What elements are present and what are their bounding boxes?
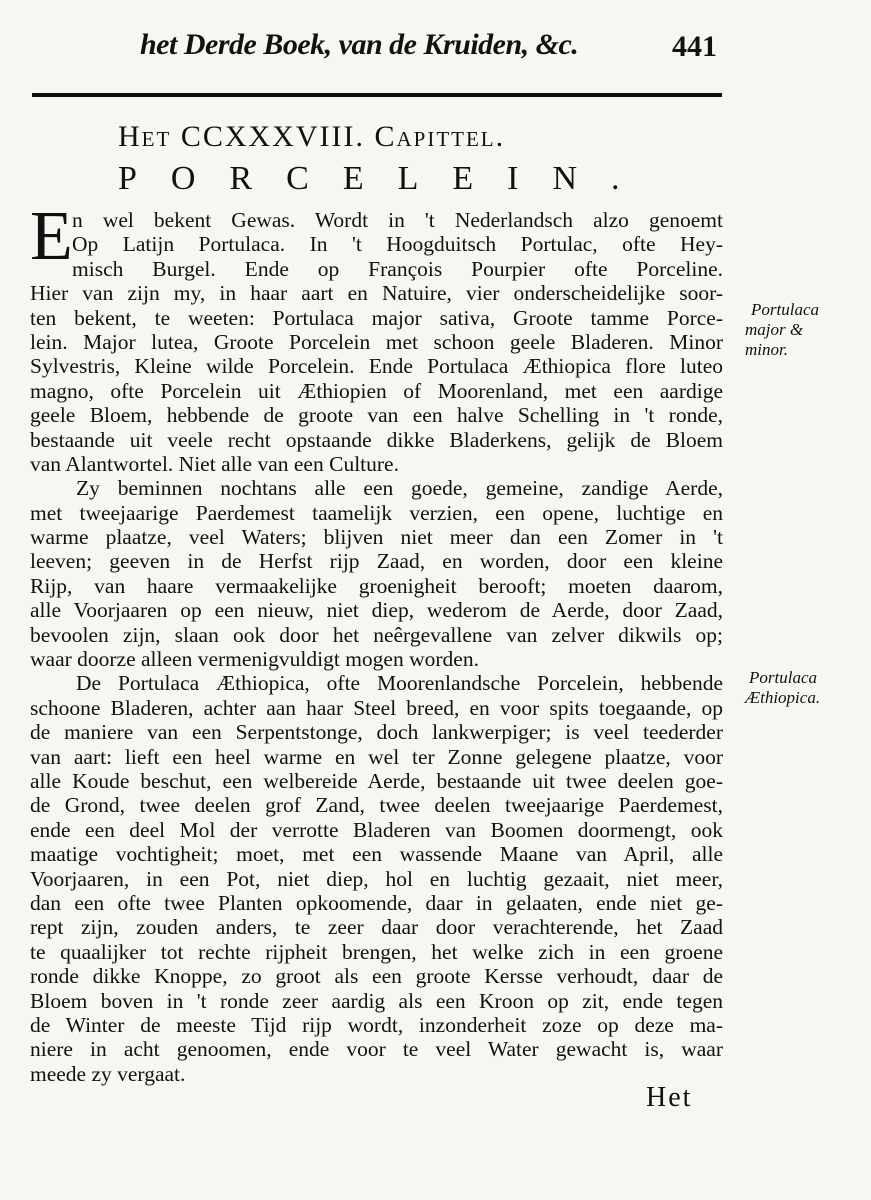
text-line: ronde dikke Knoppe, zo groot als een groote Kersse verhoudt, daar de [30, 964, 723, 989]
text-line: de maniere van een Serpentstonge, doch lankwerpiger; is veel teederder [30, 720, 723, 745]
text-line: ten bekent, te weeten: Portulaca major sativa, Groote tamme Porce- [30, 305, 723, 330]
chapter-title: PORCELEIN. [118, 160, 654, 197]
text-line: Bloem boven in 't ronde zeer aardig als een Kroon op zit, ende tegen [30, 988, 723, 1013]
text-line: leeven; geeven in de Herfst rijp Zaad, en worden, door een kleine [30, 549, 723, 574]
margin-note-line: Portulaca [749, 668, 817, 687]
margin-note-portulaca-major [745, 300, 819, 360]
text-line: rept zijn, zouden anders, te zeer daar door verachterende, het Zaad [30, 915, 723, 940]
text-line: alle Koude beschut, een welbereide Aerde, bestaande uit twee deelen goe- [30, 768, 723, 793]
text-line: maatige vochtigheit; moet, met een wassende Maane van April, alle [30, 842, 723, 867]
text-line: schoone Bladeren, achter aan haar Steel breed, en voor spits toegaande, op [30, 695, 723, 720]
margin-note-portulaca-aethiopica [745, 668, 820, 708]
text-line: meede zy vergaat. [30, 1061, 186, 1086]
body-text [30, 208, 723, 1086]
text-line: Rijp, van haare vermaakelijke groenigheit berooft; moeten daarom, [30, 573, 723, 598]
drop-cap: E [30, 198, 73, 275]
header-rule [32, 93, 722, 97]
text-line: niere in acht genoomen, ende voor te veel Water gewacht is, waar [30, 1037, 723, 1062]
text-line: ende een deel Mol der verrotte Bladeren van Boomen doormengt, ook [30, 817, 723, 842]
text-line: waar doorze alleen vermenigvuldigt mogen worden. [30, 647, 479, 672]
running-title: het Derde Boek, van de Kruiden, &c. [140, 28, 579, 61]
text-line: Zy beminnen nochtans alle een goede, gemeine, zandige Aerde, [76, 476, 723, 501]
text-line: lein. Major lutea, Groote Porcelein met schoon geele Bladeren. Minor [30, 329, 723, 354]
text-line: De Portulaca Æthiopica, ofte Moorenlandsche Porcelein, hebbende [76, 671, 723, 696]
text-line: Sylvestris, Kleine wilde Porcelein. Ende Portulaca Æthiopica flore luteo [30, 354, 723, 379]
margin-note-line: minor. [745, 340, 788, 359]
text-line: alle Voorjaaren op een nieuw, niet diep, wederom de Aerde, door Zaad, [30, 598, 723, 623]
margin-note-line: major & [745, 320, 804, 339]
text-line: Voorjaaren, in een Pot, niet diep, hol en luchtig gezaait, niet meer, [30, 866, 723, 891]
text-line: geele Bloem, hebbende de groote van een halve Schelling in 't ronde, [30, 403, 723, 428]
margin-note-line: Æthiopica. [745, 688, 821, 707]
catchword: Het [646, 1082, 693, 1113]
text-line: Op Latijn Portulaca. In 't Hoogduitsch Portulac, ofte Hey- [72, 232, 723, 257]
text-line: warme plaatze, veel Waters; blijven niet meer dan een Zomer in 't [30, 525, 723, 550]
page-number: 441 [672, 30, 717, 63]
text-line: misch Burgel. Ende op François Pourpier ofte Porceline. [72, 256, 723, 281]
text-line: van Alantwortel. Niet alle van een Culture. [30, 451, 399, 476]
text-line: n wel bekent Gewas. Wordt in 't Nederlandsch alzo genoemt [72, 208, 723, 232]
text-line: te quaalijker tot rechte rijpheit brengen, het welke zich in een groene [30, 939, 723, 964]
margin-note-line: Portulaca [751, 300, 819, 319]
text-line: met tweejaarige Paerdemest taamelijk verzien, een opene, luchtige en [30, 500, 723, 525]
text-line: de Winter de meeste Tijd rijp wordt, inzonderheit zoze op deze ma- [30, 1012, 723, 1037]
text-line: de Grond, twee deelen grof Zand, twee deelen tweejaarige Paerdemest, [30, 793, 723, 818]
text-line: magno, ofte Porcelein uit Æthiopien of Moorenland, met een aardige [30, 378, 723, 403]
text-line: dan een ofte twee Planten opkoomende, daar in gelaaten, ende niet ge- [30, 890, 723, 915]
text-line: Hier van zijn my, in haar aart en Natuire, vier onderscheidelijke soor- [30, 281, 723, 306]
text-line: bestaande uit veele recht opstaande dikke Bladerkens, gelijk de Bloem [30, 427, 723, 452]
chapter-heading: Het CCXXXVIII. Capittel. [118, 120, 506, 153]
text-line: van aart: lieft een heel warme en wel ter Zonne gelegene plaatze, voor [30, 744, 723, 769]
text-line: bevoolen zijn, slaan ook door het neêrgevallene van zelver dikwils op; [30, 622, 723, 647]
